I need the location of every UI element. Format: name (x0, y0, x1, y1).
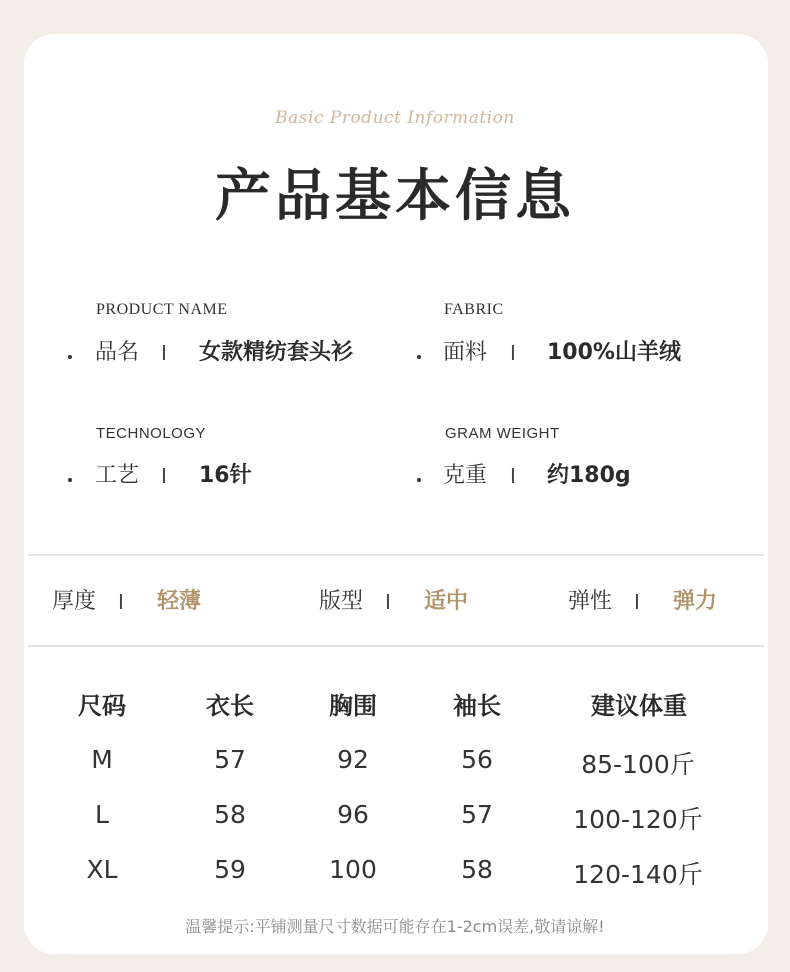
fabric-value: 100%山羊绒 (547, 340, 681, 365)
measurement-note: 温馨提示:平铺测量尺寸数据可能存在1-2cm误差,敬请谅解! (185, 917, 605, 936)
weight-header: 建议体重 (591, 692, 687, 720)
product-name-en: PRODUCT NAME (96, 301, 228, 318)
table-cell: 100 (329, 855, 377, 884)
bullet-dot (68, 478, 72, 482)
table-cell: 56 (461, 745, 493, 774)
bullet-dot (68, 355, 72, 359)
divider (28, 645, 764, 647)
length-header: 衣长 (206, 692, 254, 720)
separator: I (161, 341, 167, 365)
gram-weight-label: 克重 (443, 463, 488, 488)
fit-value: 适中 (424, 589, 469, 614)
fabric-label: 面料 (443, 340, 488, 365)
sleeve-header: 袖长 (453, 692, 501, 720)
table-cell: 85-100斤 (581, 750, 695, 779)
gram-weight-en: GRAM WEIGHT (445, 425, 560, 442)
gram-weight-value: 约180g (547, 463, 631, 488)
thickness-label: 厚度 (52, 589, 97, 614)
technology-value: 16针 (199, 463, 252, 488)
table-cell: 92 (337, 745, 369, 774)
fit-label: 版型 (319, 589, 364, 614)
separator: I (510, 464, 516, 488)
size-header: 尺码 (78, 692, 126, 720)
fabric-en: FABRIC (444, 301, 504, 318)
table-cell: XL (86, 855, 118, 884)
elasticity-value: 弹力 (673, 589, 718, 614)
table-cell: M (91, 745, 113, 774)
bullet-dot (417, 478, 421, 482)
table-cell: 58 (461, 855, 493, 884)
bullet-dot (417, 355, 421, 359)
separator: I (118, 590, 124, 614)
divider (28, 554, 764, 556)
table-cell: L (95, 800, 109, 829)
product-name-label: 品名 (95, 340, 140, 365)
product-name-value: 女款精纺套头衫 (199, 340, 354, 365)
table-cell: 58 (214, 800, 246, 829)
technology-en: TECHNOLOGY (96, 425, 207, 442)
separator: I (161, 464, 167, 488)
table-cell: 59 (214, 855, 246, 884)
table-cell: 100-120斤 (573, 805, 703, 834)
table-cell: 57 (461, 800, 493, 829)
separator: I (634, 590, 640, 614)
table-cell: 57 (214, 745, 246, 774)
chest-header: 胸围 (329, 692, 377, 720)
table-cell: 96 (337, 800, 369, 829)
separator: I (385, 590, 391, 614)
page-subtitle: Basic Product Information (275, 108, 515, 128)
table-cell: 120-140斤 (573, 860, 703, 889)
page-title: 产品基本信息 (215, 164, 575, 229)
elasticity-label: 弹性 (568, 589, 613, 614)
thickness-value: 轻薄 (157, 589, 202, 614)
technology-label: 工艺 (95, 463, 140, 488)
separator: I (510, 341, 516, 365)
